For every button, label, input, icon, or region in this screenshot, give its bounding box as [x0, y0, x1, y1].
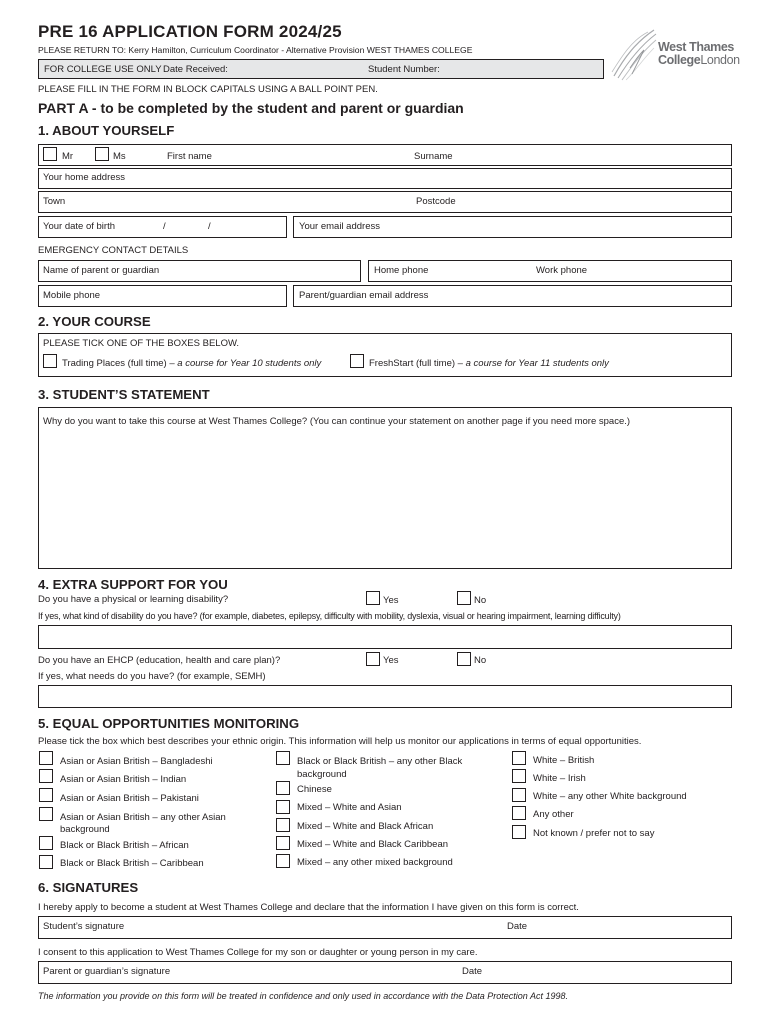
ethnic-pakistani-label: Asian or Asian British – Pakistani — [60, 793, 199, 804]
about-heading: 1. ABOUT YOURSELF — [38, 123, 175, 138]
town-label: Town — [43, 196, 66, 207]
mr-checkbox[interactable] — [43, 147, 57, 161]
ethnic-white-irish-label: White – Irish — [533, 773, 586, 784]
parent-name-label: Name of parent or guardian — [43, 265, 160, 276]
ethnic-other-black-checkbox[interactable] — [276, 751, 290, 765]
mr-label: Mr — [62, 151, 74, 162]
ethnic-african-label: Black or Black British – African — [60, 840, 189, 851]
student-date-label: Date — [507, 921, 528, 932]
ethnic-any-other-checkbox[interactable] — [512, 806, 526, 820]
ethnic-not-known-label: Not known / prefer not to say — [533, 828, 655, 839]
student-signature-field[interactable] — [38, 916, 732, 939]
ethnic-caribbean-checkbox[interactable] — [39, 855, 53, 869]
postcode-label: Postcode — [416, 196, 456, 207]
college-use-label: FOR COLLEGE USE ONLY — [44, 64, 162, 75]
dob-slash-2: / — [208, 221, 211, 232]
disability-followup: If yes, what kind of disability do you have? (for example, diabetes, epilepsy, difficulty with mobility, dyslexia, visual or hearing impairment, learning difficulty) — [38, 611, 621, 621]
ethnic-chinese-checkbox[interactable] — [276, 781, 290, 795]
ethnic-bangladeshi-checkbox[interactable] — [39, 751, 53, 765]
parent-date-label: Date — [462, 966, 483, 977]
surname-label: Surname — [414, 151, 453, 162]
ethnic-other-black-label: Black or Black British – any other Black — [297, 756, 463, 767]
consent-text: I consent to this application to West Thames College for my son or daughter or young person in my care. — [38, 947, 478, 958]
trading-places-name: Trading Places (full time) – — [62, 358, 175, 369]
home-phone-label: Home phone — [374, 265, 429, 276]
logo-london: London — [700, 53, 740, 67]
ehcp-question: Do you have an EHCP (education, health and care plan)? — [38, 655, 281, 666]
parent-email-label: Parent/guardian email address — [299, 290, 429, 301]
freshstart-name: FreshStart (full time) – — [369, 358, 463, 369]
logo-name-line1: West Thames — [658, 40, 734, 54]
mobile-phone-label: Mobile phone — [43, 290, 101, 301]
ethnic-white-british-checkbox[interactable] — [512, 751, 526, 765]
ethnic-white-other-checkbox[interactable] — [512, 788, 526, 802]
ethnic-caribbean-label: Black or Black British – Caribbean — [60, 858, 204, 869]
ethnic-mixed-caribbean-label: Mixed – White and Black Caribbean — [297, 839, 449, 850]
dob-slash-1: / — [163, 221, 166, 232]
trading-places-label — [62, 358, 321, 369]
freshstart-note: a course for Year 11 students only — [465, 358, 609, 369]
ethnic-indian-checkbox[interactable] — [39, 769, 53, 783]
disability-yes-label: Yes — [383, 595, 399, 606]
equal-opportunities-intro: Please tick the box which best describes your ethnic origin. This information will help us monitor our applications in terms of equal opportunities. — [38, 736, 642, 747]
ehcp-yes-label: Yes — [383, 655, 399, 666]
ehcp-no-label: No — [474, 655, 487, 666]
data-protection-footer: The information you provide on this form will be treated in confidence and only used in accordance with the Data Protection Act 1998. — [38, 991, 568, 1001]
statement-heading: 3. STUDENT’S STATEMENT — [38, 387, 210, 402]
emergency-contact-heading: EMERGENCY CONTACT DETAILS — [38, 245, 189, 256]
declaration-text: I hereby apply to become a student at West Thames College and declare that the information I have given on this form is correct. — [38, 902, 579, 913]
work-phone-label: Work phone — [536, 265, 588, 276]
disability-question: Do you have a physical or learning disability? — [38, 594, 229, 605]
ethnic-bangladeshi-label: Asian or Asian British – Bangladeshi — [60, 756, 213, 767]
trading-places-note: a course for Year 10 students only — [177, 358, 322, 369]
freshstart-label — [369, 358, 609, 369]
dob-label: Your date of birth — [43, 221, 116, 232]
ethnic-mixed-african-checkbox[interactable] — [276, 818, 290, 832]
ethnic-indian-label: Asian or Asian British – Indian — [60, 774, 187, 785]
logo-college: College — [658, 53, 701, 67]
parent-signature-label: Parent or guardian’s signature — [43, 966, 171, 977]
ethnic-mixed-other-label: Mixed – any other mixed background — [297, 857, 453, 868]
date-received-label: Date Received: — [163, 64, 228, 75]
first-name-label: First name — [167, 151, 212, 162]
ethnic-mixed-caribbean-checkbox[interactable] — [276, 836, 290, 850]
ethnic-pakistani-checkbox[interactable] — [39, 788, 53, 802]
disability-no-label: No — [474, 595, 487, 606]
ehcp-yes-checkbox[interactable] — [366, 652, 380, 666]
ehcp-no-checkbox[interactable] — [457, 652, 471, 666]
student-signature-label: Student’s signature — [43, 921, 125, 932]
support-heading: 4. EXTRA SUPPORT FOR YOU — [38, 577, 228, 592]
disability-yes-checkbox[interactable] — [366, 591, 380, 605]
form-title: PRE 16 APPLICATION FORM 2024/25 — [38, 22, 342, 41]
statement-prompt: Why do you want to take this course at West Thames College? (You can continue your statement on another page if you need more space.) — [43, 416, 631, 427]
disability-details-field[interactable] — [38, 625, 732, 649]
ethnic-not-known-checkbox[interactable] — [512, 825, 526, 839]
ms-label: Ms — [113, 151, 126, 162]
ehcp-followup: If yes, what needs do you have? (for example, SEMH) — [38, 671, 266, 682]
ethnic-any-other-label: Any other — [533, 809, 574, 820]
ethnic-other-black-label-cont: background — [297, 769, 347, 780]
ethnic-other-asian-checkbox[interactable] — [39, 807, 53, 821]
town-postcode-field[interactable] — [38, 191, 732, 213]
ethnic-mixed-other-checkbox[interactable] — [276, 854, 290, 868]
ethnic-african-checkbox[interactable] — [39, 836, 53, 850]
ethnic-mixed-asian-checkbox[interactable] — [276, 800, 290, 814]
logo-name-line2 — [658, 53, 740, 67]
ehcp-details-field[interactable] — [38, 685, 732, 708]
trading-places-checkbox[interactable] — [43, 354, 57, 368]
signatures-heading: 6. SIGNATURES — [38, 880, 139, 895]
home-address-field[interactable] — [38, 168, 732, 189]
ethnic-mixed-african-label: Mixed – White and Black African — [297, 821, 434, 832]
ethnic-other-asian-label: Asian or Asian British – any other Asian — [60, 812, 226, 823]
ms-checkbox[interactable] — [95, 147, 109, 161]
disability-no-checkbox[interactable] — [457, 591, 471, 605]
home-address-label: Your home address — [43, 172, 126, 183]
equal-opportunities-heading: 5. EQUAL OPPORTUNITIES MONITORING — [38, 716, 300, 731]
return-instructions: PLEASE RETURN TO: Kerry Hamilton, Curriculum Coordinator - Alternative Provision WEST THAMES COLLEGE — [38, 45, 473, 55]
part-a-heading: PART A - to be completed by the student and parent or guardian — [38, 100, 464, 116]
ethnic-other-asian-label-cont: background — [60, 824, 110, 835]
ethnic-white-irish-checkbox[interactable] — [512, 769, 526, 783]
block-capitals-instruction: PLEASE FILL IN THE FORM IN BLOCK CAPITALS USING A BALL POINT PEN. — [38, 84, 378, 95]
email-label: Your email address — [299, 221, 380, 232]
ethnic-mixed-asian-label: Mixed – White and Asian — [297, 802, 402, 813]
ethnic-white-other-label: White – any other White background — [533, 791, 687, 802]
name-row[interactable] — [38, 144, 732, 166]
student-number-label: Student Number: — [368, 64, 440, 75]
statement-textarea[interactable] — [38, 407, 732, 569]
freshstart-checkbox[interactable] — [350, 354, 364, 368]
course-heading: 2. YOUR COURSE — [38, 314, 151, 329]
ethnic-chinese-label: Chinese — [297, 784, 332, 795]
ethnic-white-british-label: White – British — [533, 755, 595, 766]
course-instruction: PLEASE TICK ONE OF THE BOXES BELOW. — [43, 338, 240, 349]
